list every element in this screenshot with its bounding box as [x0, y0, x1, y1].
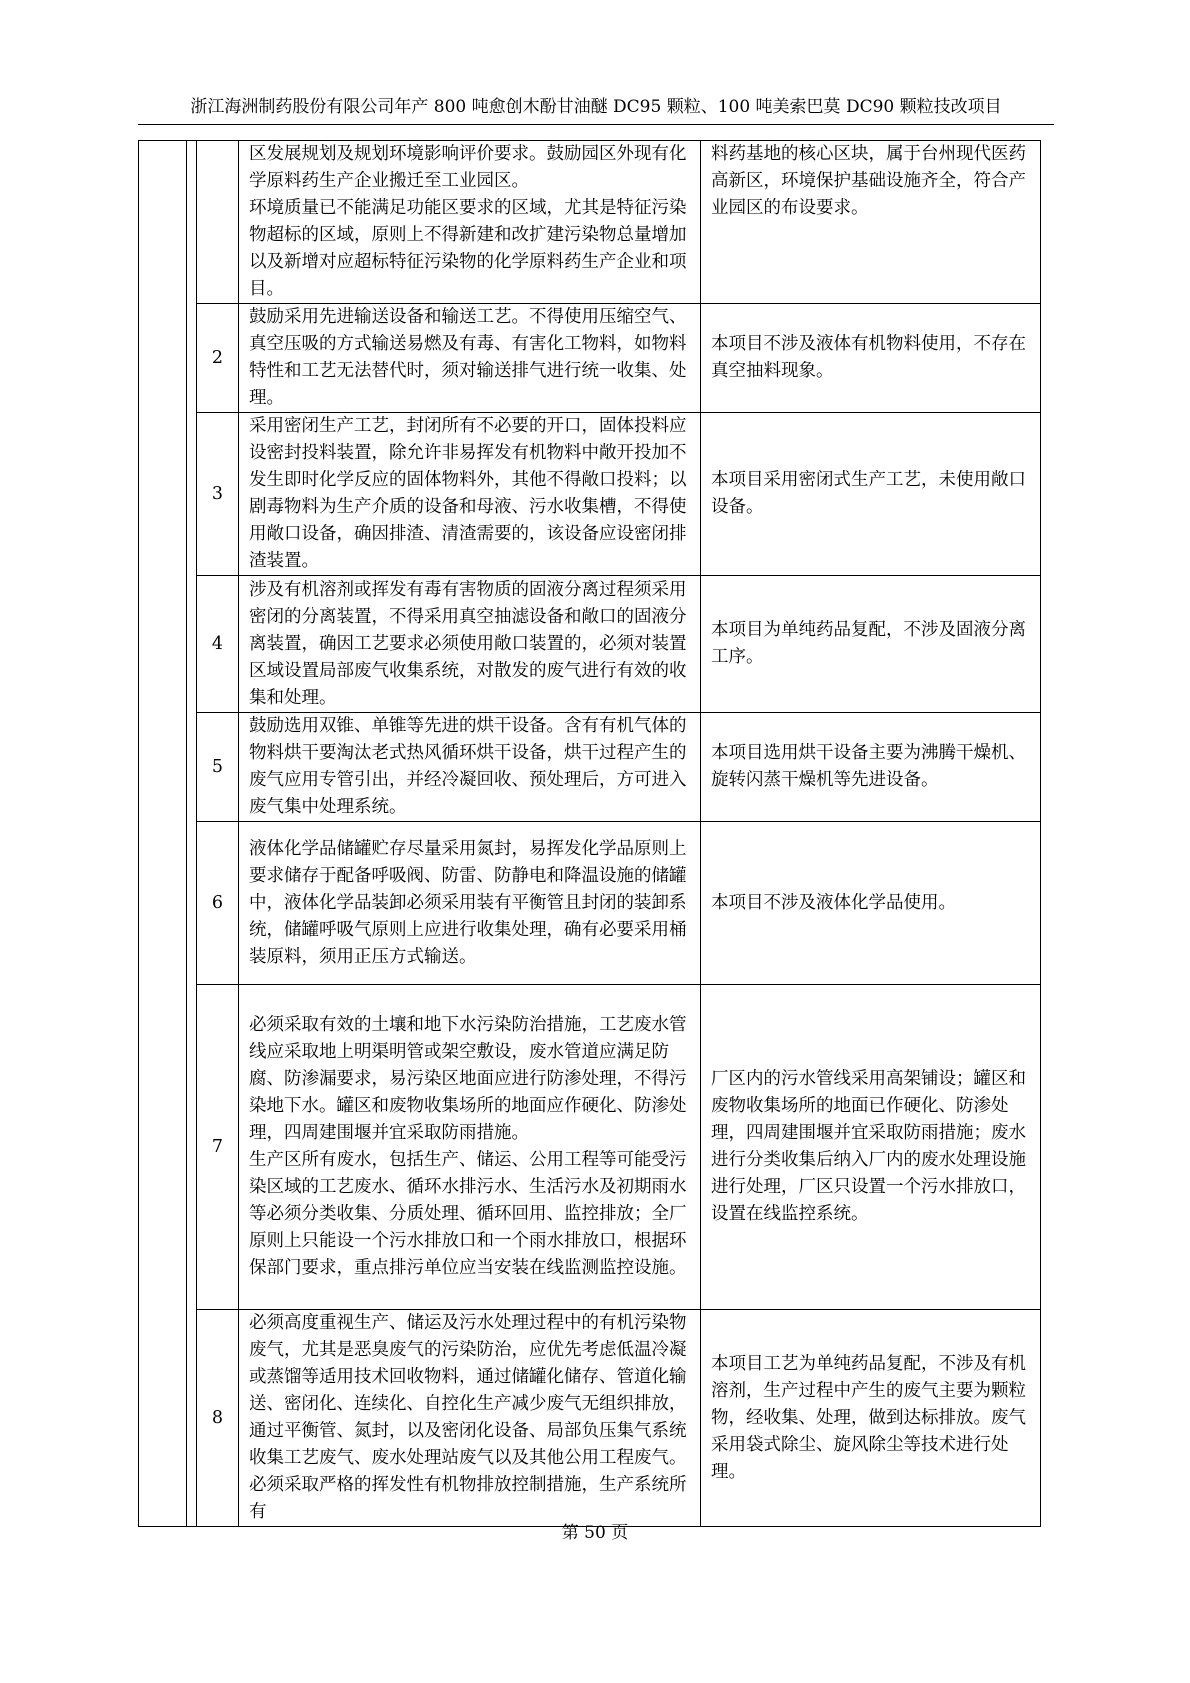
- compliance-cell: 本项目选用烘干设备主要为沸腾干燥机、旋转闪蒸干燥机等先进设备。: [701, 713, 1041, 822]
- row-number: [197, 141, 239, 304]
- requirement-text: 区发展规划及规划环境影响评价要求。鼓励园区外现有化学原料药生产企业搬迁至工业园区。: [249, 144, 687, 191]
- requirement-cell: [239, 1310, 701, 1527]
- row-number: 6: [197, 822, 239, 985]
- compliance-cell: 本项目不涉及液体有机物料使用，不存在真空抽料现象。: [701, 304, 1041, 413]
- row-number: 4: [197, 576, 239, 713]
- requirement-cell: [239, 413, 701, 576]
- requirement-cell: [239, 576, 701, 713]
- requirement-text: 鼓励选用双锥、单锥等先进的烘干设备。含有有机气体的物料烘干要淘汰老式热风循环烘干设备，烘干过程产生的废气应用专管引出，并经冷凝回收、预处理后，方可进入废气集中处理系统。: [249, 716, 687, 817]
- requirement-cell: [239, 713, 701, 822]
- row-number: 5: [197, 713, 239, 822]
- requirement-cell: [239, 141, 701, 304]
- requirement-cell: [239, 822, 701, 985]
- row-number: 2: [197, 304, 239, 413]
- requirement-text: 涉及有机溶剂或挥发有毒有害物质的固液分离过程须采用密闭的分离装置，不得采用真空抽滤设备和敞口的固液分离装置，确因工艺要求必须使用敞口装置的，必须对装置区域设置局部废气收集系统，对散发的废气进行有效的收集和处理。: [249, 579, 687, 708]
- compliance-cell: 厂区内的污水管线采用高架铺设；罐区和废物收集场所的地面已作硬化、防渗处理，四周建围堰并宜采取防雨措施；废水进行分类收集后纳入厂内的废水处理设施进行处理，厂区只设置一个污水排放口，设置在线监控系统。: [701, 985, 1041, 1310]
- requirement-text: 必须采取有效的土壤和地下水污染防治措施，工艺废水管线应采取地上明渠明管或架空敷设，废水管道应满足防腐、防渗漏要求，易污染区地面应进行防渗处理，不得污染地下水。罐区和废物收集场所的地面应作硬化、防渗处理，四周建围堰并宜采取防雨措施。: [249, 1015, 687, 1143]
- requirement-text: 采用密闭生产工艺，封闭所有不必要的开口，固体投料应设密封投料装置，除允许非易挥发有机物料中敞开投加不发生即时化学反应的固体物料外，其他不得敞口投料；以剧毒物料为生产介质的设备和母液、污水收集槽，不得使用敞口设备，确因排渣、清渣需要的，该设备应设密闭排渣装置。: [249, 416, 687, 571]
- table-row: [139, 822, 1041, 985]
- table-row: [139, 1310, 1041, 1527]
- table-row: [139, 576, 1041, 713]
- header-rule: [138, 124, 1054, 125]
- compliance-cell: 本项目工艺为单纯药品复配，不涉及有机溶剂，生产过程中产生的废气主要为颗粒物，经收集、处理，做到达标排放。废气采用袋式除尘、旋风除尘等技术进行处理。: [701, 1310, 1041, 1527]
- requirement-cell: [239, 304, 701, 413]
- compliance-cell: 本项目采用密闭式生产工艺，未使用敞口设备。: [701, 413, 1041, 576]
- table-row: [139, 713, 1041, 822]
- table-row: [139, 141, 1041, 304]
- compliance-cell: 本项目为单纯药品复配，不涉及固液分离工序。: [701, 576, 1041, 713]
- requirement-cell: [239, 985, 701, 1310]
- outer-category-cell: [139, 141, 187, 1527]
- table-row: [139, 985, 1041, 1310]
- row-number: 8: [197, 1310, 239, 1527]
- row-number: 7: [197, 985, 239, 1310]
- requirement-text: 环境质量已不能满足功能区要求的区域，尤其是特征污染物超标的区域，原则上不得新建和改扩建污染物总量增加以及新增对应超标特征污染物的化学原料药生产企业和项目。: [249, 198, 687, 299]
- requirements-table: [138, 140, 1041, 1527]
- requirement-text: 必须高度重视生产、储运及污水处理过程中的有机污染物废气，尤其是恶臭废气的污染防治，应优先考虑低温冷凝或蒸馏等适用技术回收物料，通过储罐化储存、管道化输送、密闭化、连续化、自控化生产减少废气无组织排放，通过平衡管、氮封，以及密闭化设备、局部负压集气系统收集工艺废气、废水处理站废气以及其他公用工程废气。必须采取严格的挥发性有机物排放控制措施，生产系统所有: [249, 1313, 687, 1522]
- requirement-text: 鼓励采用先进输送设备和输送工艺。不得使用压缩空气、真空压吸的方式输送易燃及有毒、有害化工物料，如物料特性和工艺无法替代时，须对输送排气进行统一收集、处理。: [249, 307, 687, 408]
- requirement-text: 生产区所有废水，包括生产、储运、公用工程等可能受污染区域的工艺废水、循环水排污水、生活污水及初期雨水等必须分类收集、分质处理、循环回用、监控排放；全厂原则上只能设一个污水排放口和一个雨水排放口，根据环保部门要求，重点排污单位应当安装在线监测监控设施。: [249, 1150, 687, 1278]
- table-row: [139, 413, 1041, 576]
- compliance-cell: 本项目不涉及液体化学品使用。: [701, 822, 1041, 985]
- compliance-cell: 料药基地的核心区块，属于台州现代医药高新区，环境保护基础设施齐全，符合产业园区的布设要求。: [701, 141, 1041, 304]
- spacer-cell: [187, 141, 197, 1527]
- table-row: [139, 304, 1041, 413]
- page-number: 第 50 页: [561, 1523, 629, 1543]
- row-number: 3: [197, 413, 239, 576]
- page-header: 浙江海洲制药股份有限公司年产 800 吨愈创木酚甘油醚 DC95 颗粒、100 吨美索巴莫 DC90 颗粒技改项目: [190, 97, 1002, 117]
- requirement-text: 液体化学品储罐贮存尽量采用氮封，易挥发化学品原则上要求储存于配备呼吸阀、防雷、防静电和降温设施的储罐中，液体化学品装卸必须采用装有平衡管且封闭的装卸系统，储罐呼吸气原则上应进行收集处理，确有必要采用桶装原料，须用正压方式输送。: [249, 838, 687, 967]
